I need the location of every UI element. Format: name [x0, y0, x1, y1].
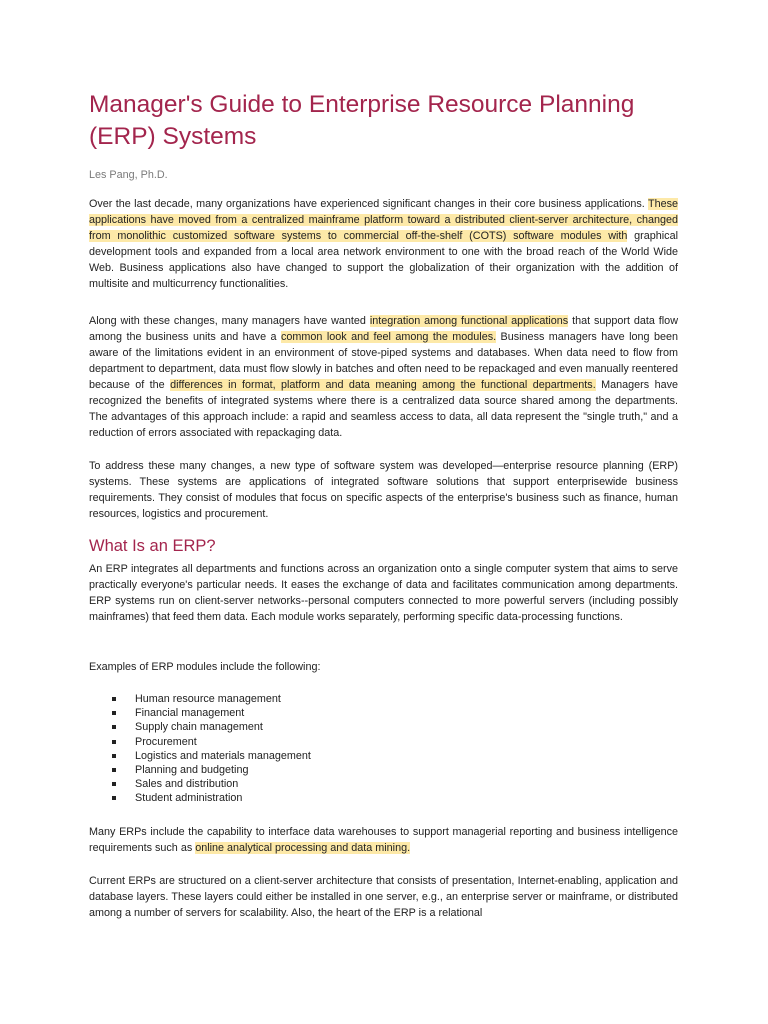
highlighted-text: common look and feel among the modules. [280, 331, 497, 343]
bullet-icon [112, 768, 116, 772]
paragraph-erp-intro: To address these many changes, a new type of software system was developed—enterprise resource planning (ERP) systems. These systems are applications of integrated software solutions that support enterprisewide business requirements. They consist of modules that focus on specific aspects of the enterprise's business such as finance, human resources, logistics and procurement. [89, 460, 678, 520]
paragraph-modules-intro: Examples of ERP modules include the following: [89, 661, 321, 673]
paragraph-data-warehouse [89, 824, 678, 856]
text-run: that support data flow among the business units and have a [89, 315, 678, 343]
list-item [112, 763, 311, 777]
text-run: Over the last decade, many organizations have experienced significant changes in their core business applications. [89, 198, 648, 210]
list-item-label: Planning and budgeting [135, 764, 249, 777]
list-item [112, 692, 311, 706]
text-run: graphical development tools and expanded from a local area network environment to one with the broad reach of the World Wide Web. Business applications also have changed to support the globalization of their organization with the addition of multisite and multicurrency functionalities. [89, 230, 678, 290]
highlighted-text: These applications have moved from a centralized mainframe platform toward a distributed client-server architecture, changed from monolithic customized software systems to commercial off-the-shelf (COTS) software modules with [89, 198, 678, 242]
text-run: Business managers have long been aware of the limitations evident in an environment of stove-piped systems and databases. When data need to flow from department to department, data must flow slowly in batches and often need to be repackaged and even manually reentered because of the [89, 331, 678, 391]
bullet-icon [112, 740, 116, 744]
list-item-label: Human resource management [135, 693, 281, 705]
list-item [112, 791, 311, 805]
highlighted-text: online analytical processing and data mining. [195, 842, 411, 854]
text-run: Many ERPs include the capability to interface data warehouses to support managerial reporting and business intelligence requirements such as [89, 826, 678, 854]
list-item-label: Procurement [135, 735, 197, 748]
list-item [112, 735, 311, 749]
paragraph-architecture: Current ERPs are structured on a client-server architecture that consists of presentation, Internet-enabling, application and database layers. These layers could either be installed in one server, e.g., an enterprise server or mainframe, or distributed among a number of servers for scalability. Also, the heart of the ERP is a relational [89, 875, 678, 919]
module-list [112, 692, 311, 806]
list-item-label: Sales and distribution [135, 778, 239, 791]
document-title: Manager's Guide to Enterprise Resource Planning (ERP) Systems [89, 91, 635, 150]
section-heading-what-is-erp: What Is an ERP? [89, 537, 216, 555]
bullet-icon [112, 796, 116, 800]
bullet-icon [112, 754, 116, 758]
paragraph-erp-definition: An ERP integrates all departments and functions across an organization onto a single computer system that aims to serve practically everyone's particular needs. It eases the exchange of data and facilitates communication among departments. ERP systems run on client-server networks--personal computers connected to more powerful servers (including possibly mainframes) that feed them data. Each module works separately, performing specific data-processing functions. [89, 563, 678, 623]
list-item [112, 720, 311, 734]
paragraph-integration [89, 313, 678, 441]
list-item-label: Logistics and materials management [135, 749, 311, 762]
text-run: Managers have recognized the benefits of integrated systems where there is a centralized data source shared among the departments. The advantages of this approach include: a rapid and seamless access to data, all data represent the "single truth," and a reduction of errors associated with repackaging data. [89, 379, 678, 439]
list-item [112, 749, 311, 763]
bullet-icon [112, 697, 116, 701]
list-item-label: Supply chain management [135, 721, 263, 734]
bullet-icon [112, 725, 116, 729]
paragraph-intro [89, 196, 678, 292]
bullet-icon [112, 782, 116, 786]
list-item-label: Student administration [135, 792, 243, 805]
list-item [112, 706, 311, 720]
highlighted-text: differences in format, platform and data meaning among the functional departments. [170, 379, 596, 391]
list-item [112, 777, 311, 791]
list-item-label: Financial management [135, 707, 245, 720]
bullet-icon [112, 711, 116, 715]
text-run: Along with these changes, many managers have wanted [89, 315, 370, 327]
highlighted-text: integration among functional applications [369, 315, 569, 327]
author-line: Les Pang, Ph.D. [89, 169, 168, 181]
